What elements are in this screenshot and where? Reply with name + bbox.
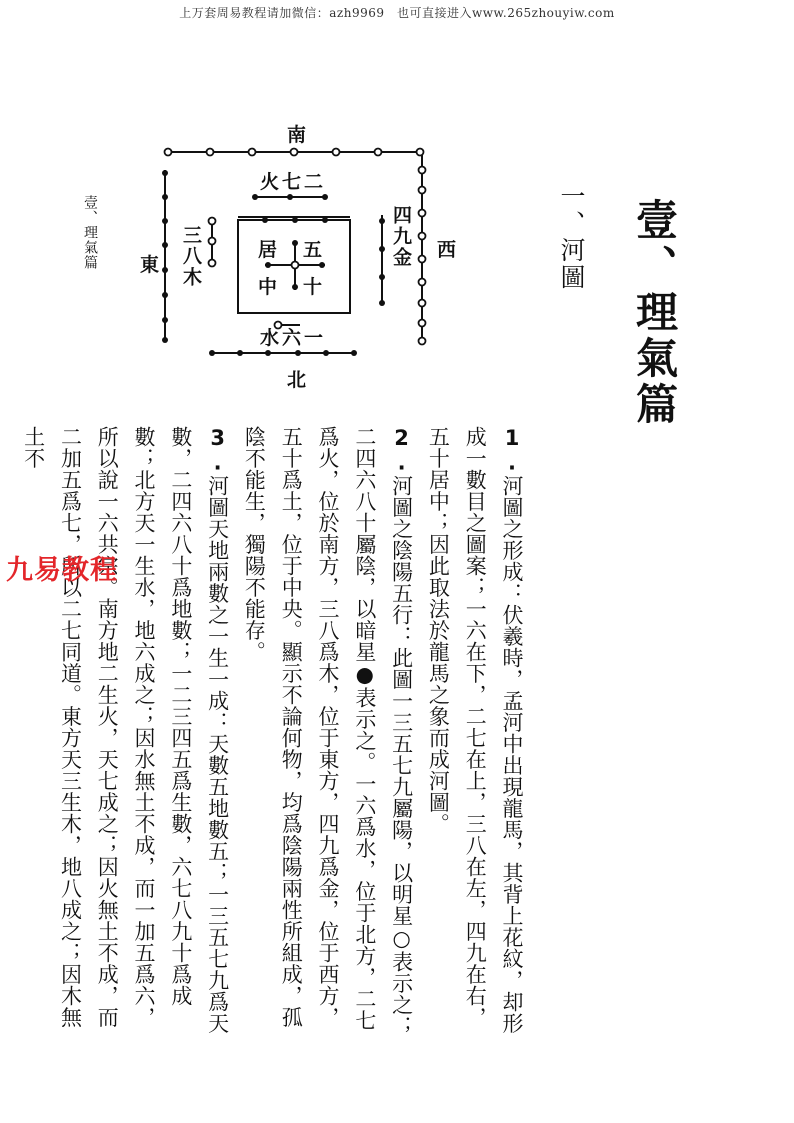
top-banner: 上万套周易教程请加微信：azh9969 也可直接进入www.265zhouyiw.com xyxy=(179,6,615,20)
bottom-group-label: 水六一 xyxy=(260,327,327,349)
left-group-label: 三八木 xyxy=(180,225,202,288)
east-label: 東 xyxy=(140,254,160,276)
center-ten-label: 十 xyxy=(303,276,323,298)
center-zhong-label: 中 xyxy=(258,276,278,298)
chapter-title: 壹、理氣篇 xyxy=(630,198,679,428)
paragraph-text: 河圖天地兩數之一生一成：天數五地數五；一三五七九爲天數，二四六八十爲地數；一二三四五爲生數，六七八九十爲成數；北方天一生水，地六成之；因水無土不成，而一加五爲六，所以說一六共宗。南方地二生火，天七成之；因火無土不成，而二加五爲七，所以二七同道。東方天三生木，地八成之；因木無土不 xyxy=(21,426,230,1034)
running-header: 壹、理氣篇 xyxy=(82,195,98,270)
south-label: 南 xyxy=(287,124,307,146)
north-label: 北 xyxy=(287,369,307,391)
west-label: 西 xyxy=(437,239,457,261)
paragraph-2 xyxy=(236,426,420,1046)
center-five-label: 五 xyxy=(303,239,323,261)
paragraph-number: 3. xyxy=(205,426,230,475)
paragraph-number: 2. xyxy=(389,426,414,475)
watermark: 九易教程 xyxy=(6,555,118,586)
center-ju-label: 居 xyxy=(258,239,278,261)
paragraph-1 xyxy=(420,426,530,1046)
paragraph-3 xyxy=(15,426,236,1046)
paragraph-number: 1. xyxy=(500,426,524,475)
top-group-label: 火七二 xyxy=(260,171,327,193)
right-group-label: 四九金 xyxy=(390,205,412,268)
paragraph-text: 河圖之陰陽五行：此圖一三五七九屬陽，以明星○表示之；二四六八十屬陰，以暗星●表示之。一六爲水，位于北方，二七爲火，位於南方，三八爲木，位于東方，四九爲金，位于西方，五十爲土，位于中央。顯示不論何物，均爲陰陽兩性所組成，孤陰不能生，獨陽不能存。 xyxy=(242,426,414,1037)
he-tu-diagram xyxy=(140,115,457,394)
paragraph-text: 河圖之形成：伏羲時，孟河中出現龍馬，其背上花紋，却形成一數目之圖案；一六在下，二七在上，三八在左，四九在右，五十居中；因此取法於龍馬之象而成河圖。 xyxy=(426,426,524,1034)
section-heading: 一、河圖 xyxy=(557,183,586,291)
